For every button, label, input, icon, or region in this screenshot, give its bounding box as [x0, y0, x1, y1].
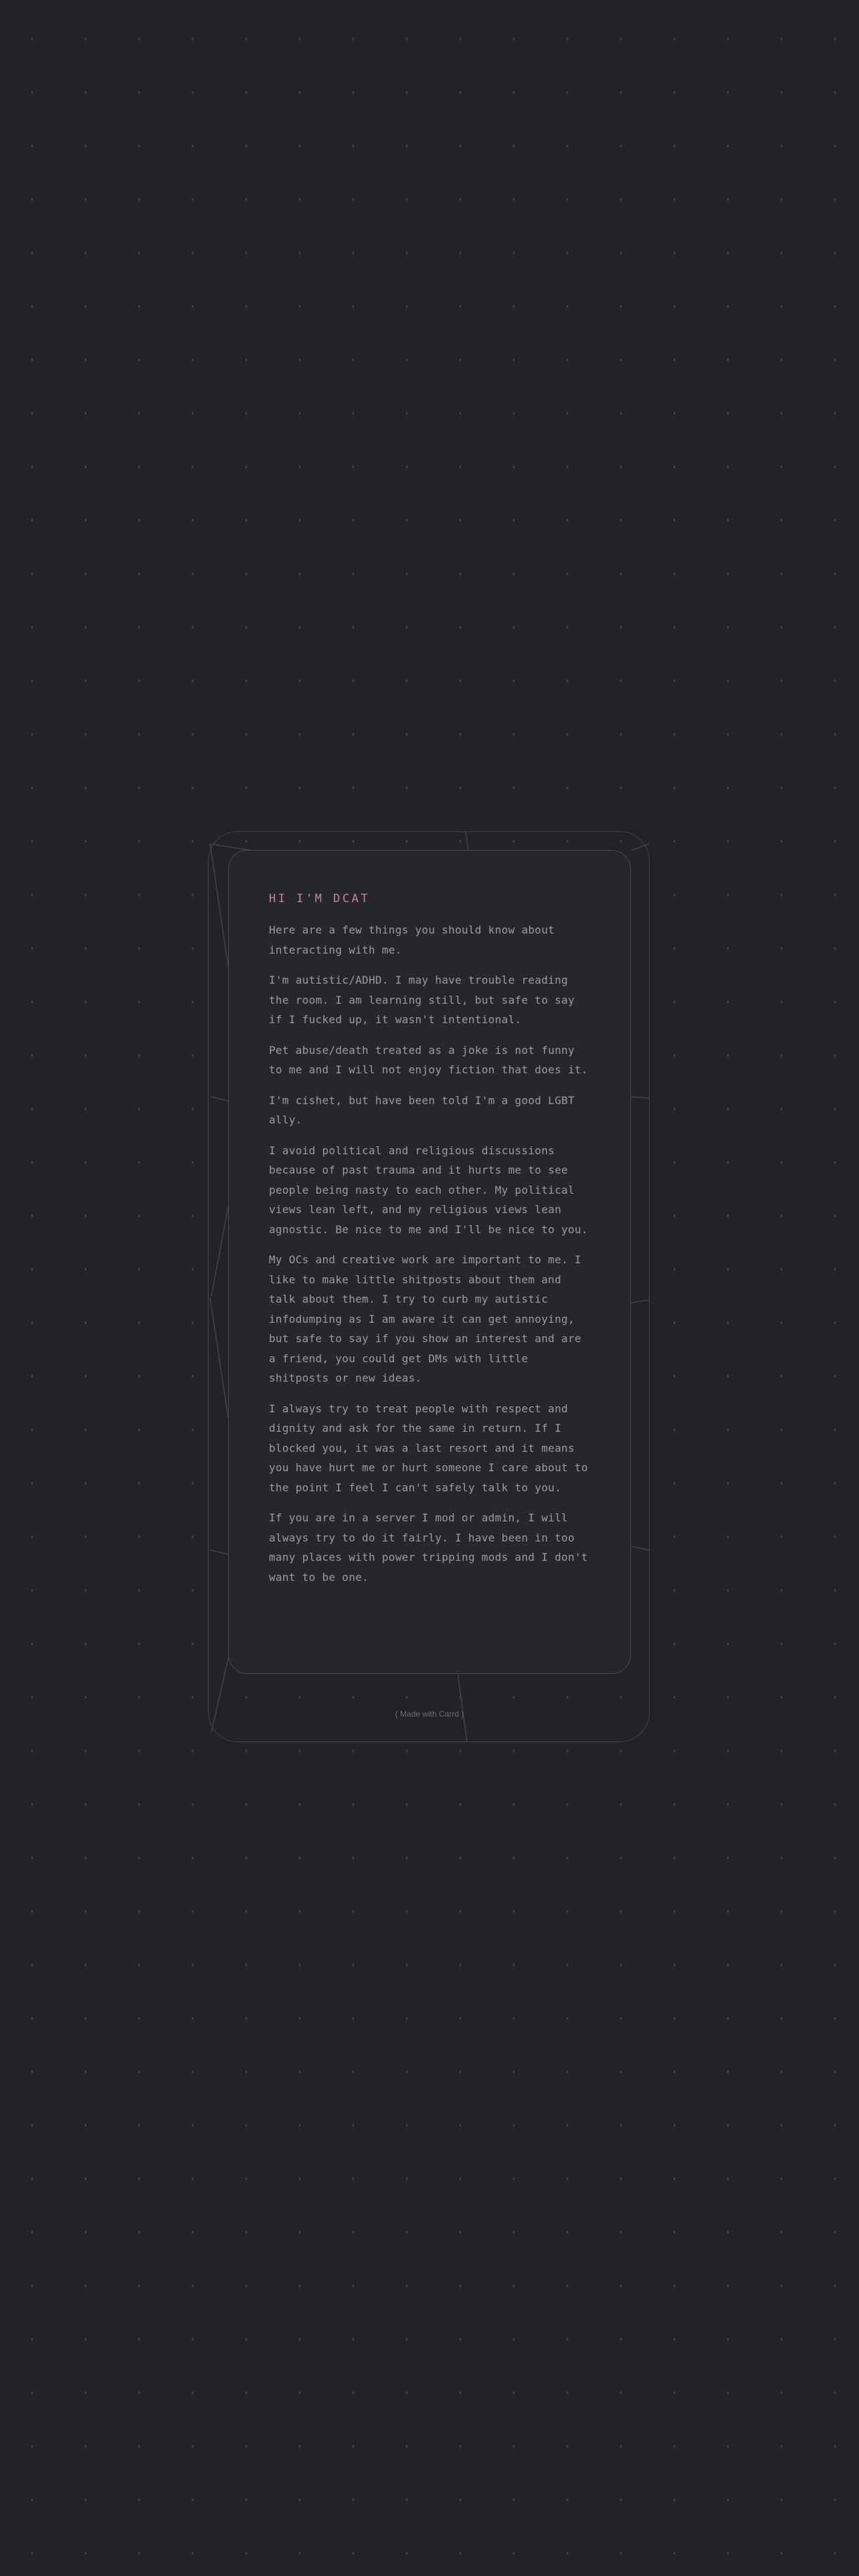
paragraph-intro: Here are a few things you should know about interacting with me.: [269, 924, 555, 956]
paragraph-moderation: If you are in a server I mod or admin, I will always try to do it fairly. I have been in too many places with power tripping mods and I don't want to be one.: [269, 1511, 588, 1584]
about-card: [228, 850, 631, 1674]
paragraph-lgbt: I'm cishet, but have been told I'm a good LGBT ally.: [269, 1093, 575, 1126]
paragraph-politics: I avoid political and religious discussions because of past trauma and it hurts me to see people being nasty to each other. My political views lean left, and my religious views lean agnostic. Be nice to me and I'll be nice to you.: [269, 1144, 588, 1236]
paragraph-pet-abuse: Pet abuse/death treated as a joke is not funny to me and I will not enjoy fiction that does it.: [269, 1043, 588, 1076]
paragraph-ocs: My OCs and creative work are important to me. I like to make little shitposts about them and talk about them. I try to curb my autistic infodumping as I am aware it can get annoying, but safe to say if you show an interest and are a friend, you could get DMs with little shitposts or new ideas.: [269, 1253, 581, 1384]
made-with-carrd-link[interactable]: ( Made with Carrd ): [395, 1709, 464, 1719]
paragraph-autism: I'm autistic/ADHD. I may have trouble reading the room. I am learning still, but safe to say if I fucked up, it wasn't intentional.: [269, 974, 575, 1026]
card-title: HI I'M DCAT: [269, 892, 371, 905]
paragraph-respect: I always try to treat people with respect and dignity and ask for the same in return. If I blocked you, it was a last resort and it means you have hurt me or hurt someone I care about to the point I feel I can't safely talk to you.: [269, 1402, 588, 1494]
